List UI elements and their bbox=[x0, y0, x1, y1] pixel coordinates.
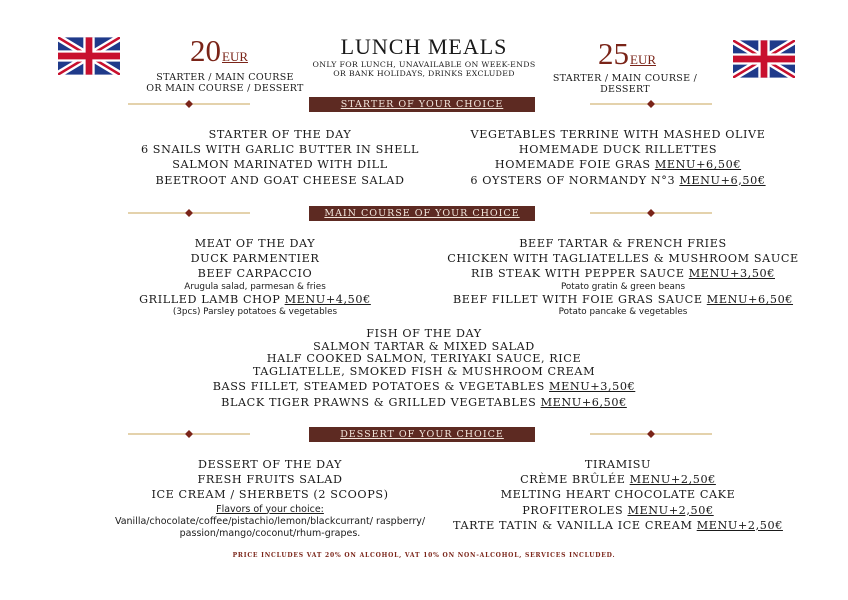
starter-banner-label: STARTER OF YOUR CHOICE bbox=[340, 99, 504, 110]
list-item bbox=[174, 378, 674, 395]
supplement-price: MENU+3,50€ bbox=[549, 380, 636, 394]
item-name: HOMEMADE DUCK RILLETTES bbox=[518, 143, 718, 157]
supplement-price: MENU+4,50€ bbox=[284, 293, 371, 307]
ornament-divider bbox=[128, 99, 250, 109]
supplement-price: MENU+2,50€ bbox=[629, 473, 716, 487]
right-price-amount: 25 bbox=[598, 36, 629, 71]
starters-left bbox=[130, 127, 430, 188]
starter-banner bbox=[309, 97, 535, 112]
right-price-line1: STARTER / MAIN COURSE / DESSERT bbox=[552, 73, 698, 95]
item-name: VEGETABLES TERRINE WITH MASHED OLIVE bbox=[470, 128, 766, 141]
item-name: PROFITEROLES bbox=[522, 503, 624, 517]
main-course-banner bbox=[309, 206, 535, 221]
item-note: Arugula salad, parmesan & fries bbox=[184, 281, 326, 292]
supplement-price: MENU+2,50€ bbox=[627, 503, 714, 517]
list-item: BEEF CARPACCIO bbox=[197, 267, 313, 281]
supplement-price: MENU+2,50€ bbox=[696, 518, 783, 532]
right-price-currency: EUR bbox=[630, 52, 656, 67]
item-name: MELTING HEART CHOCOLATE CAKE bbox=[500, 488, 736, 502]
list-item: FRESH FRUITS SALAD bbox=[197, 473, 343, 487]
ornament-divider bbox=[128, 208, 250, 218]
footer-note: PRICE INCLUDES VAT 20% ON ALCOHOL, VAT 10% ON NON-ALCOHOL, SERVICES INCLUDED. bbox=[232, 552, 616, 559]
list-item bbox=[438, 292, 808, 307]
list-item bbox=[448, 157, 788, 172]
list-item bbox=[448, 142, 788, 157]
supplement-price: MENU+6,50€ bbox=[706, 293, 794, 307]
list-item bbox=[174, 395, 674, 410]
ornament-divider bbox=[590, 208, 712, 218]
item-name: HOMEMADE FOIE GRAS bbox=[494, 158, 651, 172]
list-item bbox=[448, 127, 788, 142]
dessert-banner-label: DESSERT OF YOUR CHOICE bbox=[340, 429, 504, 440]
supplement-price: MENU+6,50€ bbox=[654, 158, 742, 172]
list-item: 6 SNAILS WITH GARLIC BUTTER IN SHELL bbox=[140, 143, 420, 157]
list-item bbox=[174, 365, 674, 378]
list-item: ICE CREAM / SHERBETS (2 SCOOPS) bbox=[151, 488, 389, 502]
right-price-description bbox=[540, 73, 710, 95]
left-price-description bbox=[140, 72, 310, 94]
page-title: LUNCH MEALS bbox=[340, 34, 508, 59]
list-item bbox=[448, 518, 788, 533]
list-item bbox=[448, 503, 788, 518]
item-name: BLACK TIGER PRAWNS & GRILLED VEGETABLES bbox=[221, 396, 537, 410]
left-price-line1: STARTER / MAIN COURSE bbox=[156, 72, 294, 83]
list-item: CHICKEN WITH TAGLIATELLES & MUSHROOM SAUCE bbox=[447, 252, 799, 266]
item-name: TARTE TATIN & VANILLA ICE CREAM bbox=[453, 518, 693, 532]
item-note: (3pcs) Parsley potatoes & vegetables bbox=[172, 307, 338, 318]
item-name: SALMON TARTAR & MIXED SALAD bbox=[313, 340, 535, 354]
mains-right bbox=[438, 236, 808, 318]
page-subtitle bbox=[300, 60, 548, 78]
item-name: TIRAMISU bbox=[584, 458, 652, 471]
fish-list bbox=[174, 326, 674, 410]
supplement-price: MENU+6,50€ bbox=[540, 396, 627, 410]
dessert-banner bbox=[309, 427, 535, 442]
item-name: HALF COOKED SALMON, TERIYAKI SAUCE, RICE bbox=[266, 352, 582, 366]
supplement-price: MENU+3,50€ bbox=[688, 267, 775, 281]
item-name: RIB STEAK WITH PEPPER SAUCE bbox=[471, 267, 685, 281]
flavors-list: Vanilla/chocolate/coffee/pistachio/lemon/blackcurrant/ raspberry/ bbox=[114, 515, 426, 527]
item-name: FISH OF THE DAY bbox=[366, 327, 482, 340]
list-item bbox=[174, 326, 674, 341]
list-item bbox=[448, 173, 788, 188]
flavors-list: passion/mango/coconut/rhum-grapes. bbox=[179, 527, 361, 539]
left-price-amount: 20 bbox=[190, 33, 221, 68]
list-item: SALMON MARINATED WITH DILL bbox=[172, 158, 388, 172]
subtitle-line2: OR BANK HOLIDAYS, DRINKS EXCLUDED bbox=[333, 69, 515, 78]
list-item: DUCK PARMENTIER bbox=[190, 252, 320, 266]
list-item bbox=[174, 353, 674, 365]
desserts-left bbox=[100, 457, 440, 540]
list-item: BEEF TARTAR & FRENCH FRIES bbox=[519, 237, 727, 250]
uk-flag-icon bbox=[733, 40, 795, 78]
right-price bbox=[598, 36, 656, 72]
list-item bbox=[130, 292, 380, 307]
starters-right bbox=[448, 127, 788, 188]
ornament-divider bbox=[590, 429, 712, 439]
item-note: Potato pancake & vegetables bbox=[558, 307, 688, 318]
left-price-line2: OR MAIN COURSE / DESSERT bbox=[146, 83, 304, 94]
list-item bbox=[448, 457, 788, 472]
item-name: BEEF FILLET WITH FOIE GRAS SAUCE bbox=[452, 293, 703, 307]
item-name: BASS FILLET, STEAMED POTATOES & VEGETABLES bbox=[212, 380, 545, 394]
item-note: Potato gratin & green beans bbox=[560, 281, 686, 292]
uk-flag-icon bbox=[58, 37, 120, 75]
item-name: TAGLIATELLE, SMOKED FISH & MUSHROOM CREAM bbox=[252, 365, 596, 379]
desserts-right bbox=[448, 457, 788, 533]
list-item: DESSERT OF THE DAY bbox=[198, 458, 342, 471]
mains-left bbox=[130, 236, 380, 318]
item-name: CRÈME BRÛLÉE bbox=[520, 473, 626, 487]
subtitle-line1: ONLY FOR LUNCH, UNAVAILABLE ON WEEK-ENDS bbox=[312, 60, 536, 69]
item-name: GRILLED LAMB CHOP bbox=[139, 293, 281, 307]
item-name: 6 OYSTERS OF NORMANDY N°3 bbox=[470, 173, 676, 187]
list-item: MEAT OF THE DAY bbox=[194, 237, 316, 250]
left-price-currency: EUR bbox=[222, 49, 248, 64]
list-item: STARTER OF THE DAY bbox=[208, 128, 352, 141]
list-item bbox=[448, 472, 788, 487]
flavors-title: Flavors of your choice: bbox=[216, 503, 324, 515]
ornament-divider bbox=[590, 99, 712, 109]
ornament-divider bbox=[128, 429, 250, 439]
main-course-banner-label: MAIN COURSE OF YOUR CHOICE bbox=[324, 208, 520, 219]
list-item bbox=[448, 487, 788, 502]
list-item: BEETROOT AND GOAT CHEESE SALAD bbox=[155, 173, 405, 187]
supplement-price: MENU+6,50€ bbox=[679, 173, 766, 187]
list-item bbox=[438, 266, 808, 281]
left-price bbox=[190, 33, 248, 69]
